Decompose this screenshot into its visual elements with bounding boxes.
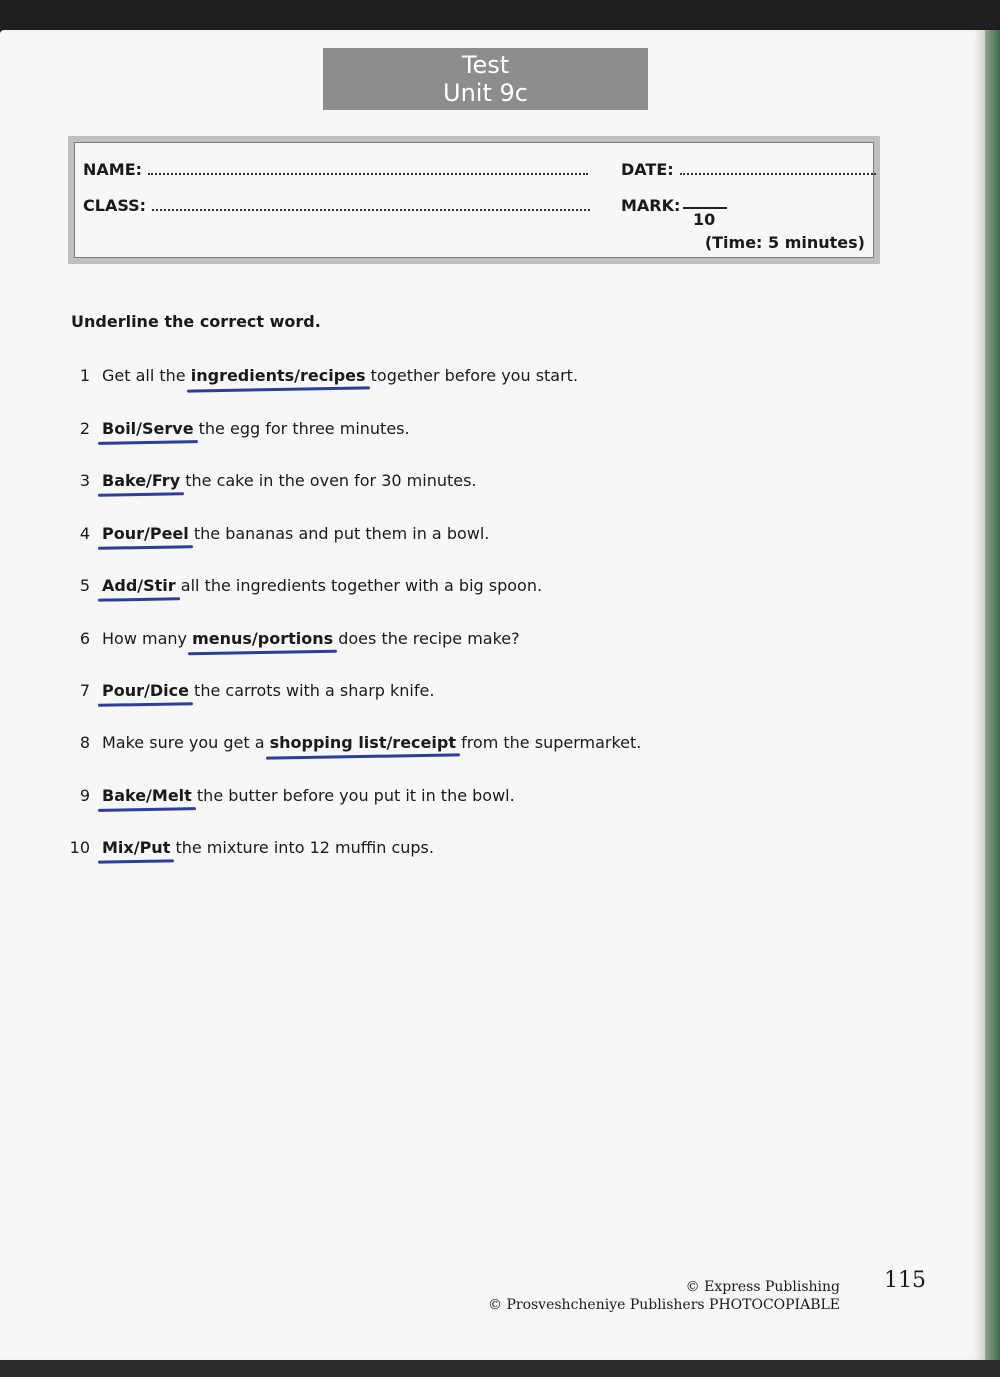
page-number: 115 (884, 1268, 926, 1293)
item-number: 8 (79, 733, 90, 752)
item-pre: How many (102, 629, 187, 648)
student-info-box (68, 136, 880, 264)
word-choice[interactable]: ingredients/recipes (190, 366, 366, 385)
list-item (60, 419, 410, 439)
item-number: 1 (79, 366, 90, 385)
copyright-line-2: © Prosveshcheniye Publishers PHOTOCOPIABLE (488, 1297, 840, 1313)
list-item (60, 471, 477, 491)
item-post: the egg for three minutes. (198, 419, 410, 438)
instruction: Underline the correct word. (71, 312, 321, 331)
unit-title: Unit 9c (443, 79, 528, 107)
list-item (60, 838, 434, 858)
name-field[interactable] (83, 160, 588, 179)
list-item (60, 733, 641, 753)
item-post: the mixture into 12 muffin cups. (175, 838, 434, 857)
name-dotted-line (148, 161, 588, 175)
item-number: 9 (79, 786, 90, 805)
time-note: (Time: 5 minutes) (704, 233, 865, 252)
item-post: the cake in the oven for 30 minutes. (185, 471, 477, 490)
list-item (60, 786, 515, 806)
item-post: the bananas and put them in a bowl. (193, 524, 490, 543)
book-edge (985, 30, 1000, 1360)
class-label: CLASS: (83, 196, 147, 215)
item-number: 3 (79, 471, 90, 490)
test-title: Test (461, 51, 510, 79)
item-number: 6 (79, 629, 90, 648)
item-post: does the recipe make? (338, 629, 520, 648)
test-title-banner (323, 48, 648, 110)
word-choice[interactable]: Bake/Melt (102, 786, 192, 805)
date-field[interactable] (621, 160, 876, 179)
item-post: the butter before you put it in the bowl. (196, 786, 515, 805)
list-item (60, 629, 520, 649)
name-label: NAME: (83, 160, 143, 179)
word-choice[interactable]: Add/Stir (102, 576, 176, 595)
date-label: DATE: (621, 160, 674, 179)
copyright-footer (488, 1278, 840, 1314)
word-choice[interactable]: Pour/Peel (102, 524, 189, 543)
item-number: 4 (79, 524, 90, 543)
item-post: together before you start. (370, 366, 579, 385)
date-dotted-line (680, 161, 876, 175)
copyright-line-1: © Express Publishing (685, 1279, 840, 1295)
list-item (60, 681, 434, 701)
item-number: 5 (79, 576, 90, 595)
item-pre: Get all the (102, 366, 186, 385)
word-choice[interactable]: Boil/Serve (102, 419, 194, 438)
list-item (60, 366, 578, 386)
item-number: 10 (69, 838, 90, 857)
item-post: all the ingredients together with a big spoon. (180, 576, 543, 595)
word-choice[interactable]: Pour/Dice (102, 681, 189, 700)
mark-label: MARK: (621, 196, 681, 215)
item-post: from the supermarket. (461, 733, 642, 752)
mark-denominator: 10 (693, 210, 716, 229)
item-number: 2 (79, 419, 90, 438)
word-choice[interactable]: Mix/Put (102, 838, 171, 857)
scan-border (0, 1360, 1000, 1377)
class-dotted-line (152, 197, 590, 211)
word-choice[interactable]: Bake/Fry (102, 471, 181, 490)
word-choice[interactable]: shopping list/receipt (269, 733, 456, 752)
list-item (60, 524, 489, 544)
list-item (60, 576, 542, 596)
item-pre: Make sure you get a (102, 733, 265, 752)
mark-fraction-line (683, 207, 727, 209)
item-number: 7 (79, 681, 90, 700)
item-post: the carrots with a sharp knife. (194, 681, 435, 700)
class-field[interactable] (83, 196, 590, 215)
word-choice[interactable]: menus/portions (192, 629, 334, 648)
